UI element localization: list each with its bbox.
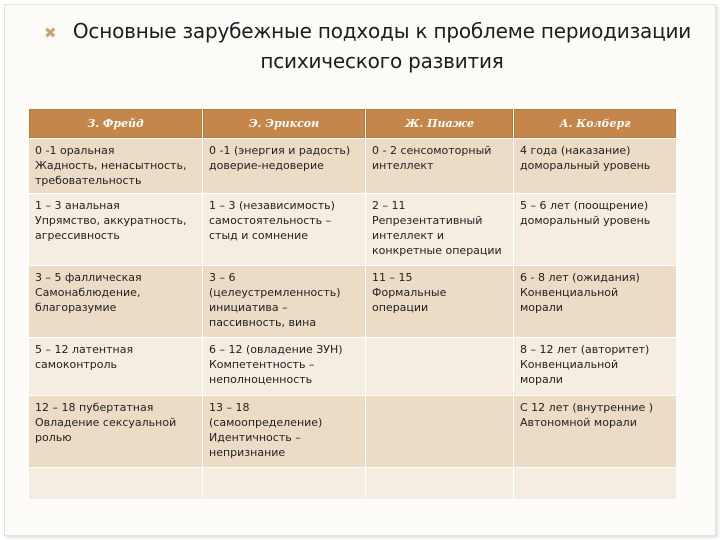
cell-line: Идентичность – — [209, 431, 301, 444]
slide-title-line: психического развития — [260, 49, 504, 73]
periodization-table — [28, 108, 677, 500]
table-row — [29, 338, 677, 396]
header-freud: З. Фрейд — [29, 109, 203, 139]
cell-kohlberg — [514, 468, 677, 500]
cell-erikson — [203, 266, 366, 338]
cell-line: неполноценность — [209, 373, 313, 386]
cell-line: 0 - 2 сенсомоторный — [372, 144, 492, 157]
table-row — [29, 139, 677, 194]
table-row — [29, 468, 677, 500]
cell-line: (целеустремленность) — [209, 286, 341, 299]
cell-line: 0 -1 (энергия и радость) — [209, 144, 351, 157]
cell-line: морали — [520, 301, 563, 314]
cell-line: 2 – 11 — [372, 199, 406, 212]
cell-line: ролью — [35, 431, 72, 444]
cell-line: 6 – 12 (овладение ЗУН) — [209, 343, 343, 356]
x-bullet-icon: ✖ — [44, 24, 57, 42]
cell-freud — [29, 468, 203, 500]
cell-erikson — [203, 194, 366, 266]
cell-piaget — [366, 338, 514, 396]
cell-freud — [29, 266, 203, 338]
cell-line: операции — [372, 301, 429, 314]
cell-line: 5 – 12 латентная — [35, 343, 134, 356]
cell-line: непризнание — [209, 446, 286, 459]
cell-line: морали — [520, 373, 563, 386]
cell-erikson — [203, 139, 366, 194]
cell-line: пассивность, вина — [209, 316, 317, 329]
cell-erikson — [203, 468, 366, 500]
cell-line: Автономной морали — [520, 416, 637, 429]
cell-line: 13 – 18 — [209, 401, 250, 414]
cell-freud — [29, 194, 203, 266]
header-piaget: Ж. Пиаже — [366, 109, 514, 139]
cell-line: 4 года (наказание) — [520, 144, 631, 157]
cell-piaget — [366, 468, 514, 500]
table-row — [29, 194, 677, 266]
cell-line: Формальные — [372, 286, 447, 299]
cell-line: Овладение сексуальной — [35, 416, 177, 429]
cell-erikson — [203, 338, 366, 396]
cell-line: 11 – 15 — [372, 271, 413, 284]
cell-piaget — [366, 139, 514, 194]
header-kohlberg: А. Колберг — [514, 109, 677, 139]
cell-line: Самонаблюдение, — [35, 286, 141, 299]
cell-line: Компетентность – — [209, 358, 315, 371]
cell-line: требовательность — [35, 174, 142, 187]
cell-line: самоконтроль — [35, 358, 118, 371]
slide-title — [62, 16, 702, 76]
cell-line: самостоятельность – — [209, 214, 332, 227]
table-row — [29, 396, 677, 468]
cell-line: доверие-недоверие — [209, 159, 324, 172]
cell-line: Конвенциальной — [520, 286, 619, 299]
cell-line: (самоопределение) — [209, 416, 323, 429]
cell-line: интеллект — [372, 159, 434, 172]
cell-line: стыд и сомнение — [209, 229, 309, 242]
cell-line: благоразумие — [35, 301, 117, 314]
table-header-row — [29, 109, 677, 139]
cell-kohlberg — [514, 396, 677, 468]
cell-line: 5 – 6 лет (поощрение) — [520, 199, 649, 212]
cell-line: доморальный уровень — [520, 214, 651, 227]
cell-line: 12 – 18 пубертатная — [35, 401, 154, 414]
table-row — [29, 266, 677, 338]
header-erikson: Э. Эриксон — [203, 109, 366, 139]
cell-line: агрессивность — [35, 229, 120, 242]
cell-line: Конвенциальной — [520, 358, 619, 371]
cell-line: 6 - 8 лет (ожидания) — [520, 271, 640, 284]
cell-line: 3 – 5 фаллическая — [35, 271, 142, 284]
cell-kohlberg — [514, 139, 677, 194]
cell-kohlberg — [514, 194, 677, 266]
cell-piaget — [366, 194, 514, 266]
cell-line: 1 – 3 (независимость) — [209, 199, 335, 212]
cell-line: Упрямство, аккуратность, — [35, 214, 187, 227]
cell-freud — [29, 139, 203, 194]
cell-line: Репрезентативный — [372, 214, 483, 227]
cell-line: доморальный уровень — [520, 159, 651, 172]
cell-line: 3 – 6 — [209, 271, 236, 284]
cell-line: инициатива – — [209, 301, 288, 314]
cell-line: 8 – 12 лет (авторитет) — [520, 343, 650, 356]
cell-freud — [29, 396, 203, 468]
cell-line: 1 – 3 анальная — [35, 199, 120, 212]
cell-freud — [29, 338, 203, 396]
cell-kohlberg — [514, 266, 677, 338]
cell-line: С 12 лет (внутренние ) — [520, 401, 654, 414]
cell-piaget — [366, 266, 514, 338]
cell-line: 0 -1 оральная — [35, 144, 115, 157]
slide-title-line: Основные зарубежные подходы к проблеме периодизации — [72, 19, 692, 43]
cell-line: конкретные операции — [372, 244, 502, 257]
cell-line: Жадность, ненасытность, — [35, 159, 187, 172]
cell-kohlberg — [514, 338, 677, 396]
cell-piaget — [366, 396, 514, 468]
cell-erikson — [203, 396, 366, 468]
cell-line: интеллект и — [372, 229, 445, 242]
